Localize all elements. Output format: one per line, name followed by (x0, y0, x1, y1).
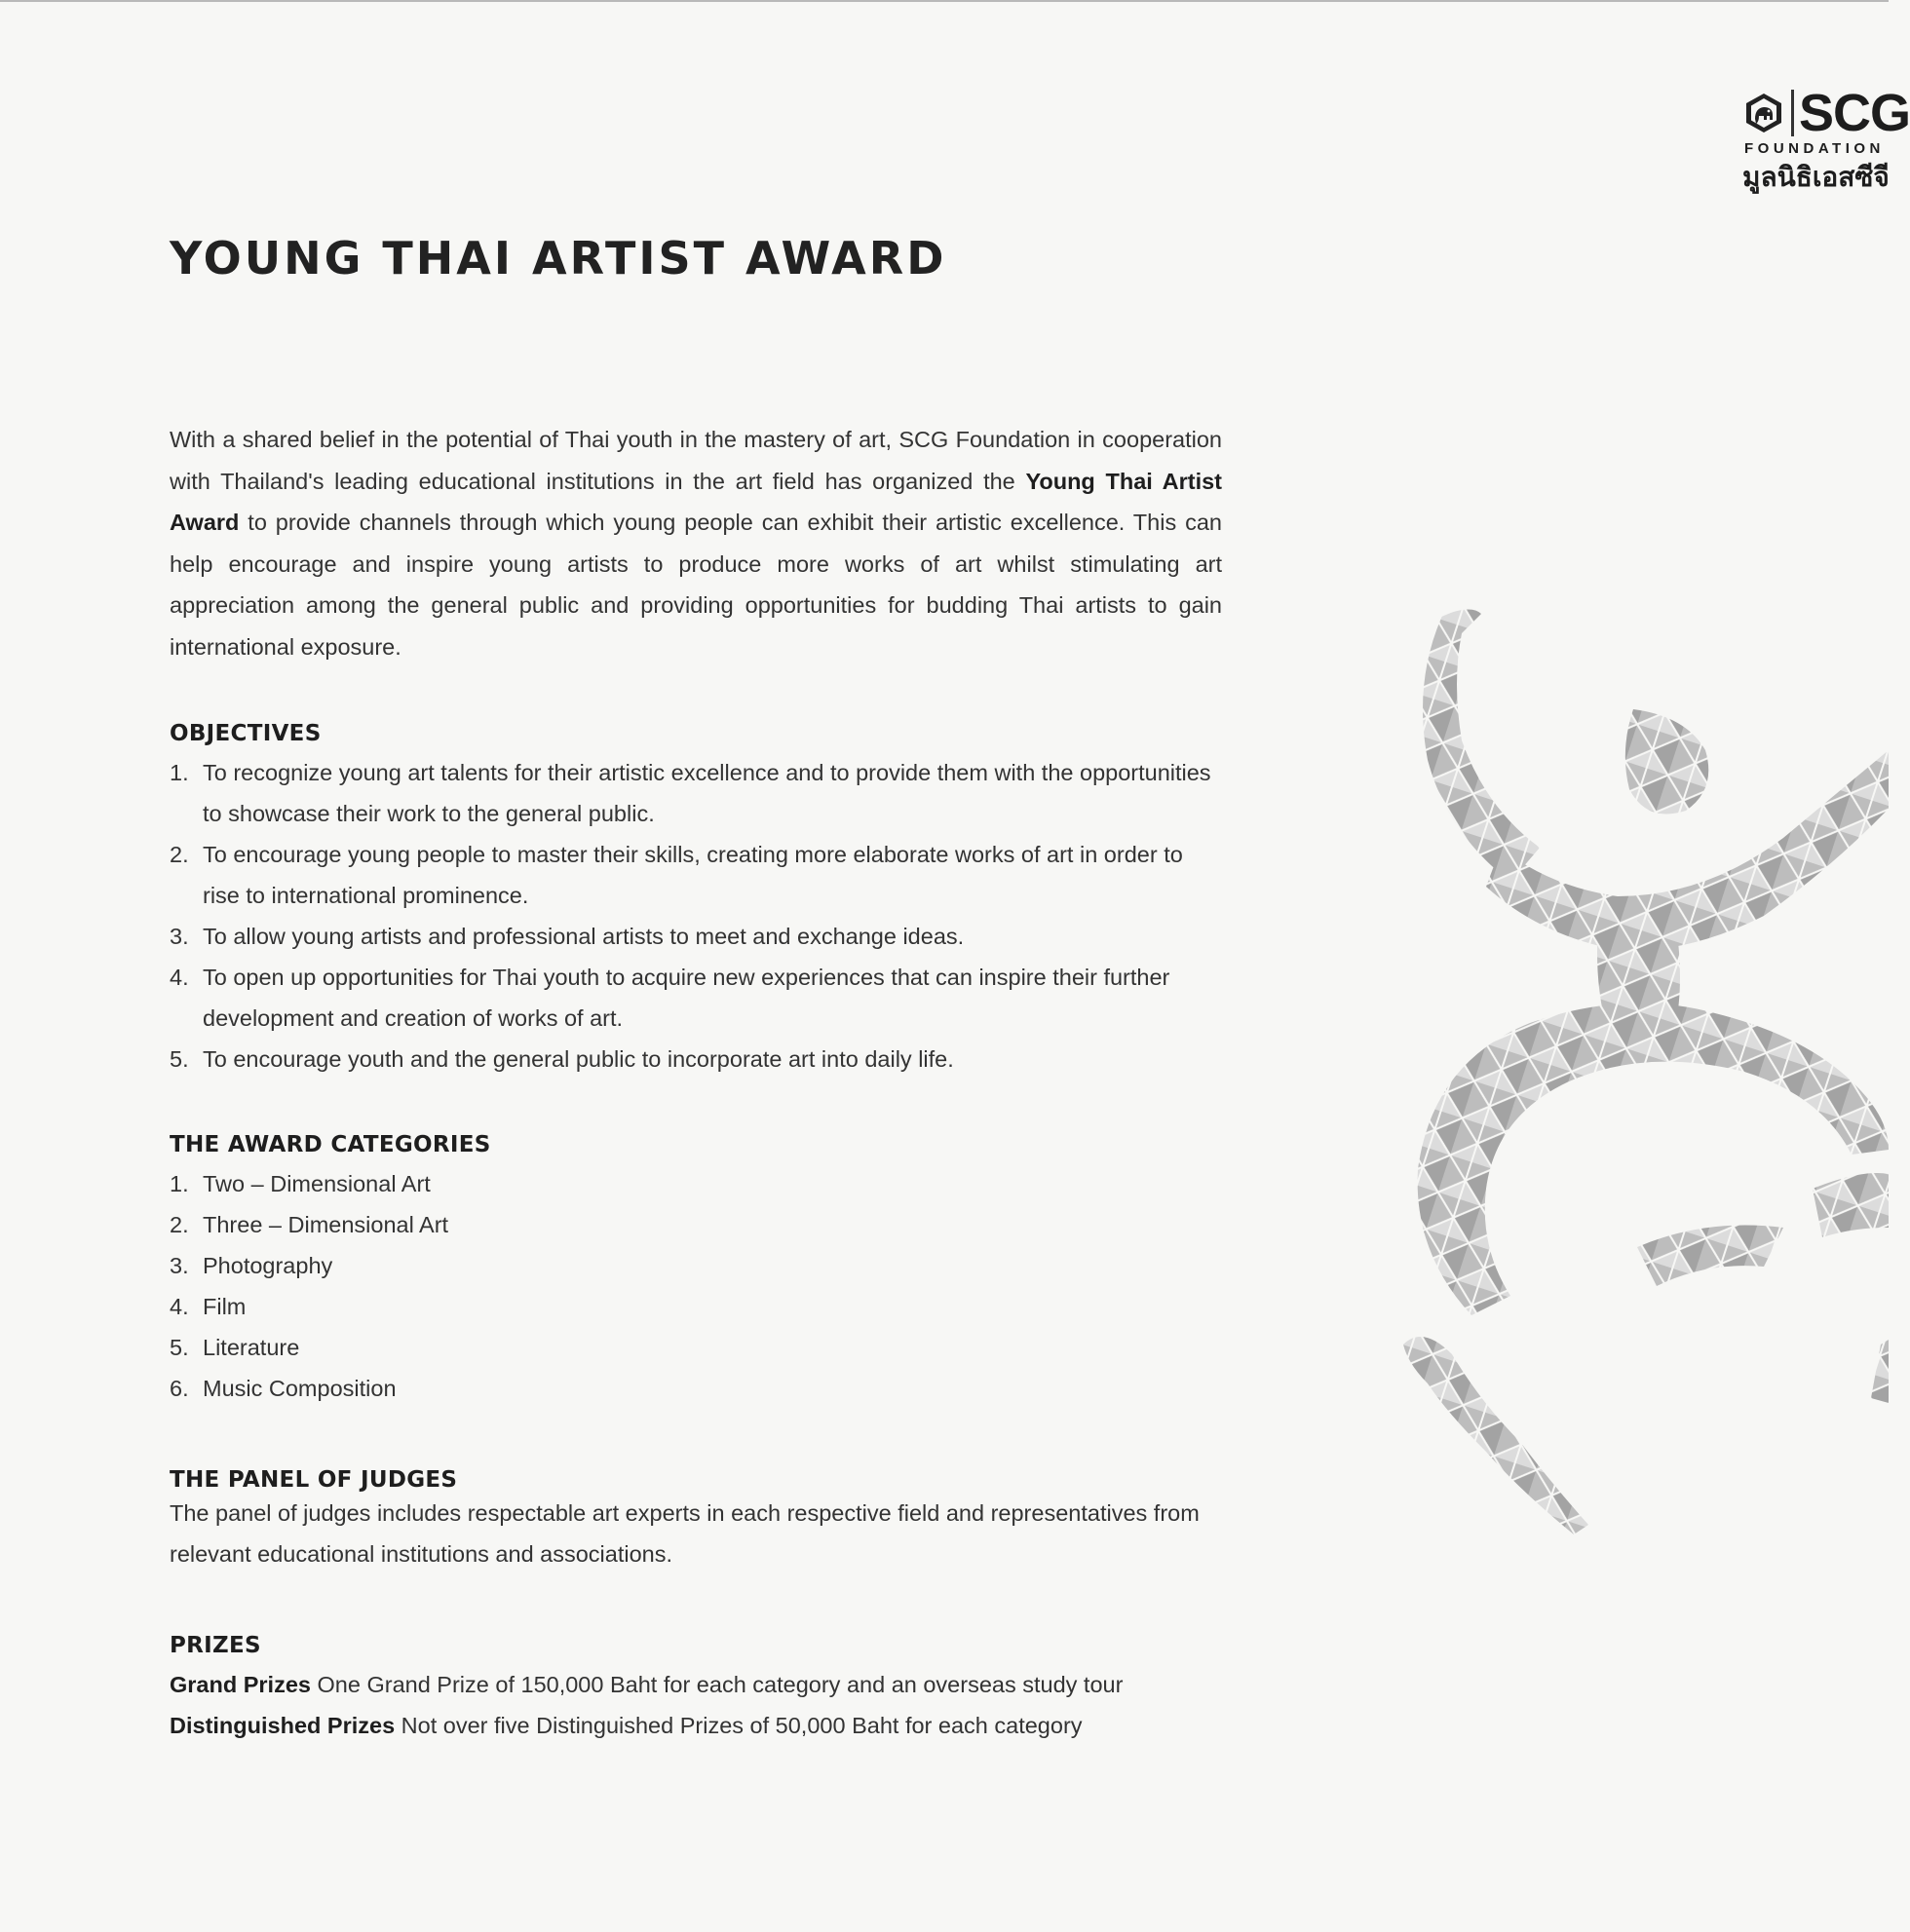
objectives-heading: OBJECTIVES (170, 721, 322, 746)
top-border (0, 0, 1889, 2)
intro-text-2: to provide channels through which young people can exhibit their artistic excellence. This can help encourage and inspire young artists to produce more works of art whilst stimulating art appreciation among the general public and providing opportunities for budding Thai artists to gain international exposure. (170, 510, 1222, 660)
judges-text: The panel of judges includes respectable art experts in each respective field and representatives from relevant educational institutions and associations. (170, 1500, 1200, 1567)
list-item: 1. Two – Dimensional Art (170, 1171, 431, 1196)
elephant-emblem-icon (1742, 92, 1785, 134)
distinguished-prize-label: Distinguished Prizes (170, 1713, 396, 1738)
figure-head (1625, 709, 1708, 814)
figure-right-leg (1637, 1226, 1783, 1287)
list-item: 5. Literature (170, 1335, 300, 1360)
list-item: 5. To encourage youth and the general public to incorporate art into daily life. (170, 1046, 954, 1072)
intro-text-1: With a shared belief in the potential of Thai youth in the mastery of art, SCG Foundation in cooperation with Thailand's leading educational institutions in the art field has organized the (170, 427, 1222, 494)
categories-heading: THE AWARD CATEGORIES (170, 1132, 491, 1157)
list-item: 3. To allow young artists and professional artists to meet and exchange ideas. (170, 924, 965, 949)
figure-left-arm (1423, 609, 1540, 882)
figure-right-foot (1813, 1173, 1889, 1237)
objectives-list (170, 752, 1222, 1080)
mosaic-figure-illustration (1394, 604, 1889, 1549)
list-item: 6. Music Composition (170, 1376, 397, 1401)
categories-section (170, 1132, 1222, 1409)
distinguished-prize-text: Not over five Distinguished Prizes of 50,000 Baht for each category (395, 1713, 1083, 1738)
intro-paragraph (170, 419, 1222, 667)
list-item: 2. To encourage young people to master their skills, creating more elaborate works of art in order to rise to international prominence. (170, 842, 1183, 908)
intro-award-name: Young Thai Artist Award (170, 468, 1222, 535)
logo-subtitle: FOUNDATION (1744, 140, 1885, 157)
grand-prize-label: Grand Prizes (170, 1672, 311, 1697)
objectives-section (170, 721, 1222, 1080)
judges-section (170, 1467, 1222, 1574)
logo-wordmark: SCG (1799, 84, 1910, 142)
distinguished-prize-line (170, 1705, 1242, 1746)
logo-separator (1791, 90, 1794, 136)
figure-left-leg (1403, 1337, 1588, 1534)
grand-prize-line (170, 1664, 1242, 1705)
grand-prize-text: One Grand Prize of 150,000 Baht for each category and an overseas study tour (310, 1672, 1124, 1697)
list-item: 4. Film (170, 1294, 247, 1319)
prizes-section (170, 1633, 1242, 1746)
page-title: YOUNG THAI ARTIST AWARD (170, 232, 947, 284)
figure-right-edge (1871, 1340, 1889, 1403)
list-item: 4. To open up opportunities for Thai youth to acquire new experiences that can inspire their further development and creation of works of art. (170, 965, 1170, 1031)
list-item: 3. Photography (170, 1253, 333, 1278)
list-item: 2. Three – Dimensional Art (170, 1212, 449, 1237)
scg-foundation-logo (1742, 84, 1910, 192)
list-item: 1. To recognize young art talents for their artistic excellence and to provide them with the opportunities to showcase their work to the general public. (170, 760, 1211, 826)
logo-thai-text: มูลนิธิเอสซีจี (1742, 162, 1890, 192)
main-content (170, 419, 1222, 1738)
prizes-heading: PRIZES (170, 1633, 261, 1658)
judges-heading: THE PANEL OF JUDGES (170, 1467, 458, 1493)
categories-list (170, 1163, 1222, 1409)
